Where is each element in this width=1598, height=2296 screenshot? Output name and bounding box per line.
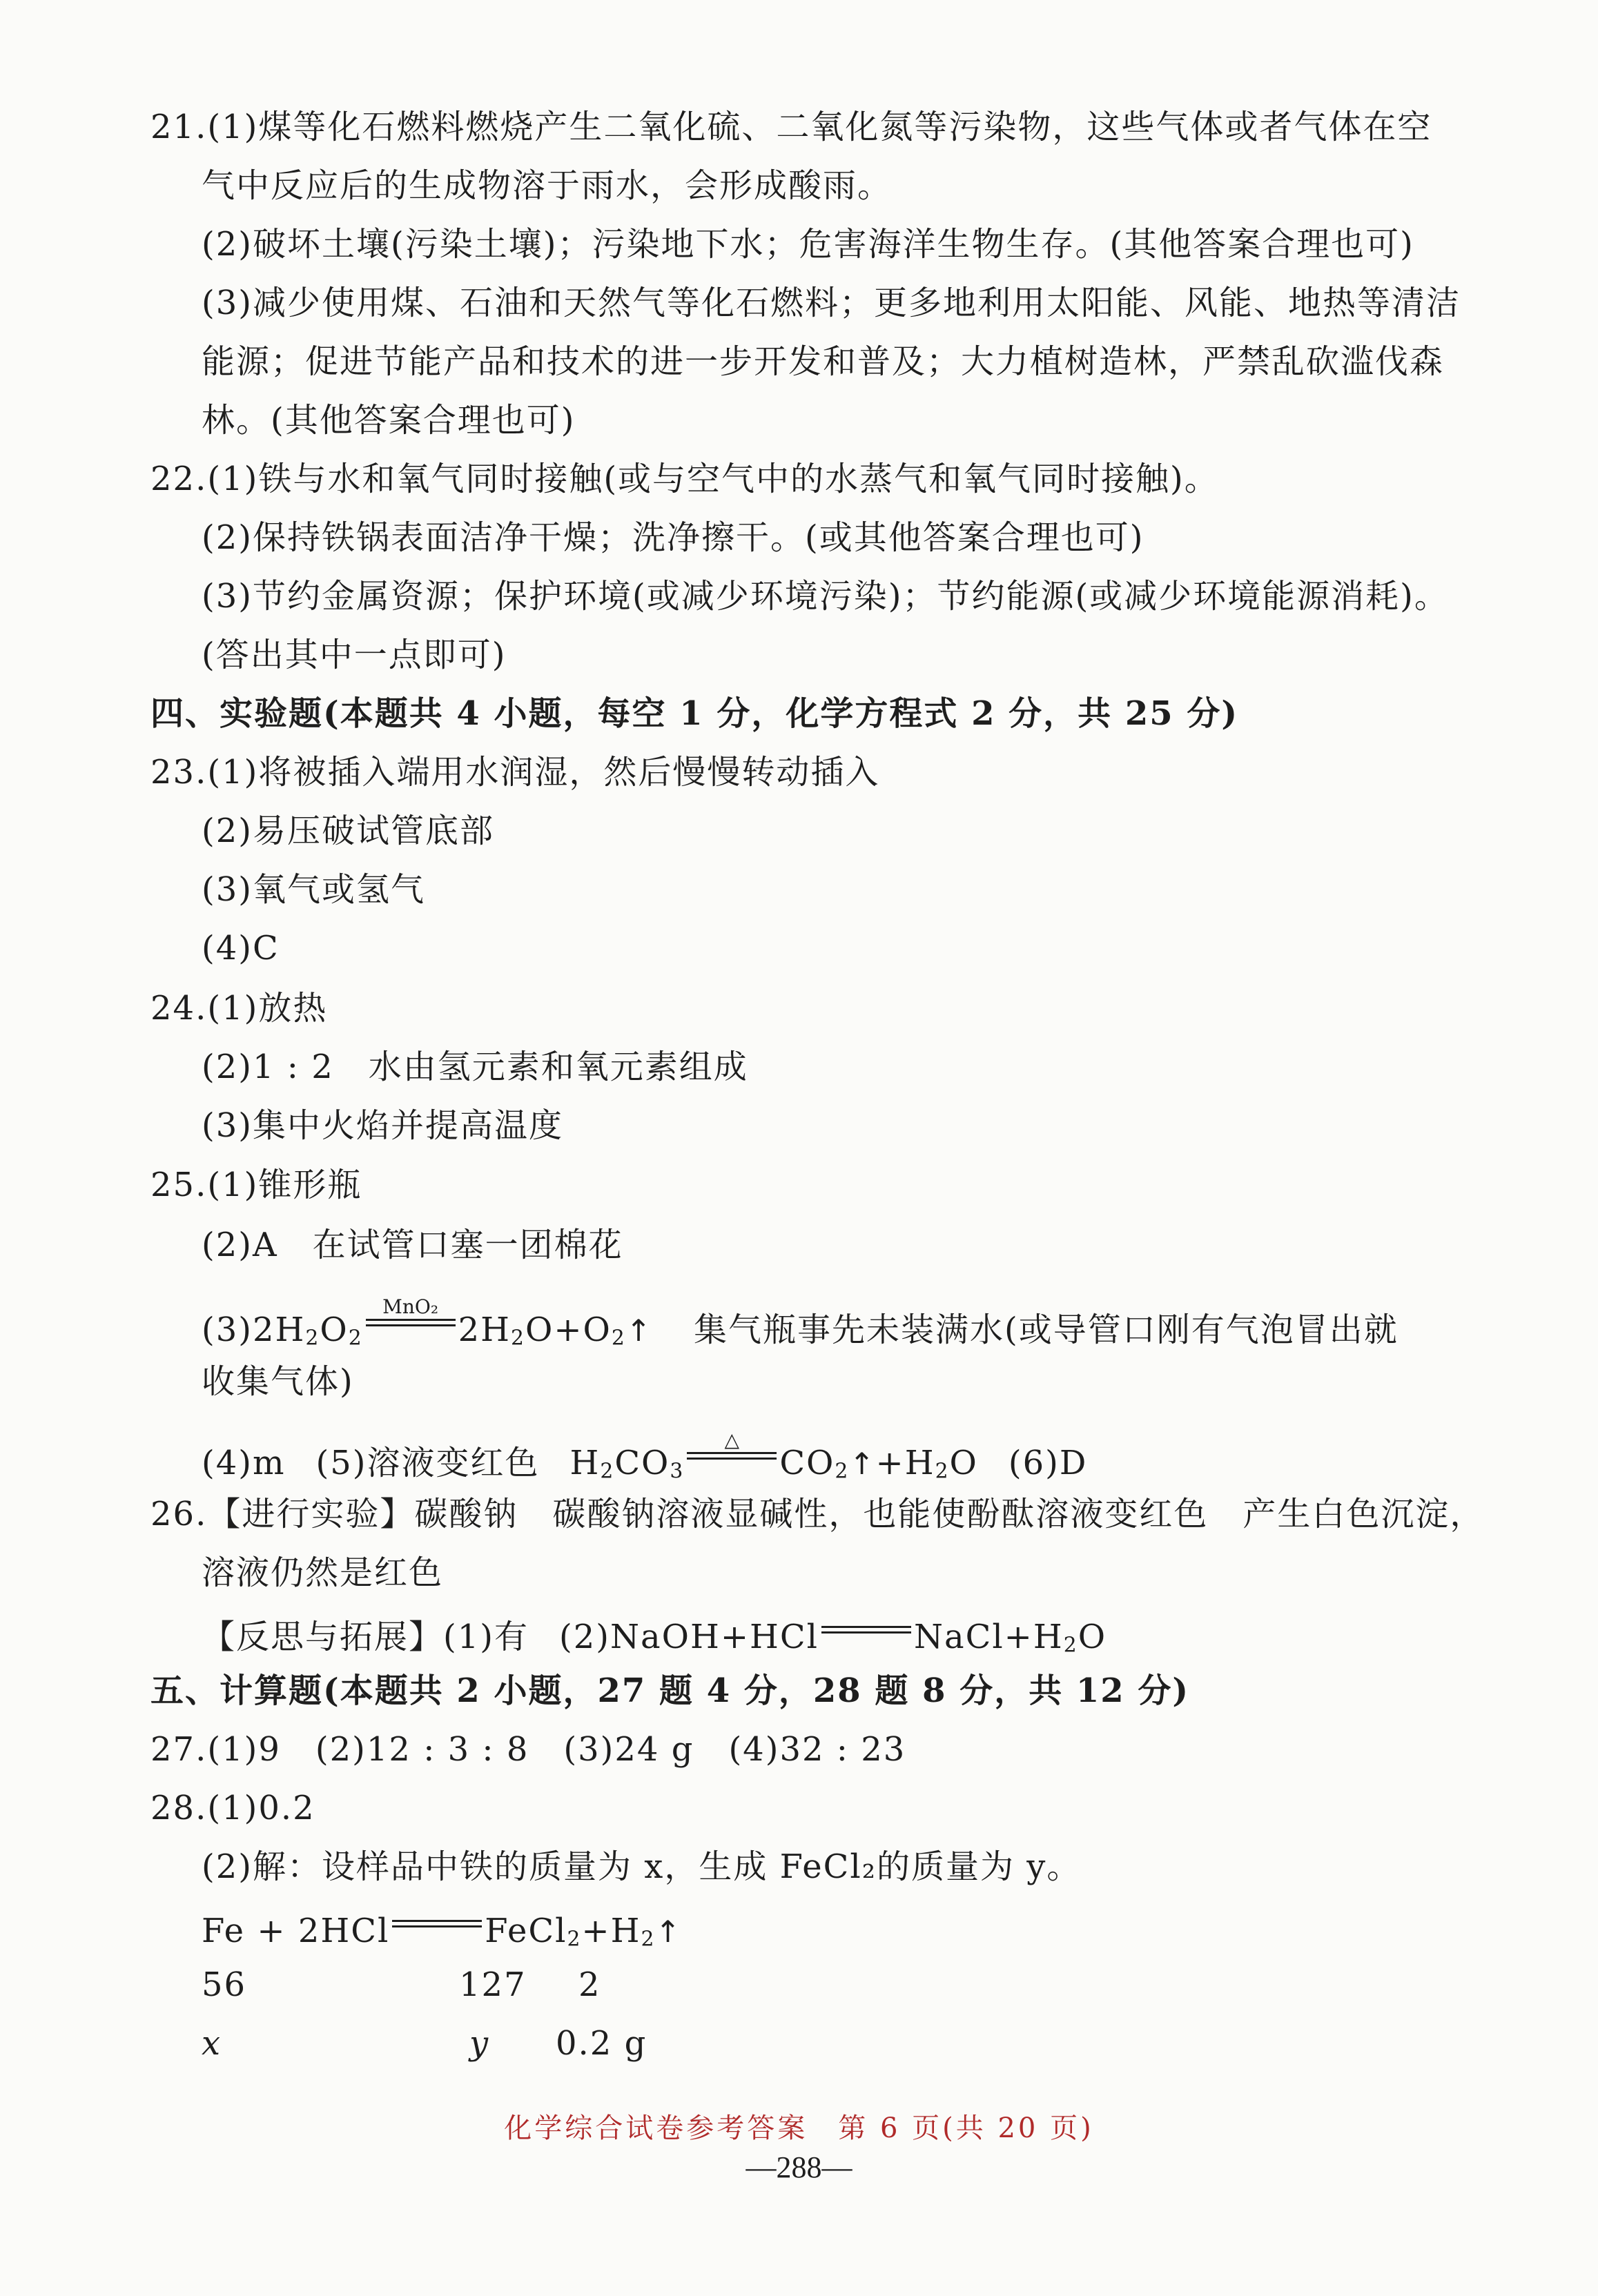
ratio-fecl2: 127: [459, 1965, 527, 2004]
answer-25-2: (2)A 在试管口塞一团棉花: [202, 1226, 623, 1264]
answer-23-1: 23.(1)将被插入端用水润湿，然后慢慢转动插入: [150, 753, 880, 792]
answer-21-3-line3: 林。(其他答案合理也可): [202, 401, 576, 440]
unknown-x: x: [202, 2024, 222, 2063]
page-number: —288—: [746, 2150, 852, 2184]
answer-23-4: (4)C: [202, 929, 280, 968]
answer-28-2-setup: (2)解：设样品中铁的质量为 x，生成 FeCl₂的质量为 y。: [202, 1847, 1082, 1886]
heat-triangle-icon: △: [724, 1428, 740, 1451]
reaction-equals-sign: [819, 1615, 914, 1648]
answer-28-equation: Fe + 2HCl $FeCl_2+H_2↑$: [202, 1909, 682, 1947]
section-5-heading: 五、计算题(本题共 2 小题，27 题 4 分，28 题 8 分，共 12 分): [150, 1671, 1190, 1710]
answer-25-1: 25.(1)锥形瓶: [150, 1166, 362, 1204]
answer-23-3: (3)氧气或氢气: [202, 870, 425, 909]
answer-22-1: 22.(1)铁与水和氧气同时接触(或与空气中的水蒸气和氧气同时接触)。: [150, 460, 1219, 498]
known-h2-mass: 0.2 g: [556, 2024, 647, 2063]
ratio-h2: 2: [578, 1965, 601, 2004]
answer-24-2: (2)1 : 2 水由氢元素和氧元素组成: [202, 1048, 748, 1086]
gas-arrow-icon: ↑: [849, 1447, 876, 1482]
section-4-heading: 四、实验题(本题共 4 小题，每空 1 分，化学方程式 2 分，共 25 分): [150, 694, 1239, 733]
gas-arrow-icon: ↑: [625, 1314, 653, 1348]
answer-22-2: (2)保持铁锅表面洁净干燥；洗净擦干。(或其他答案合理也可): [202, 518, 1144, 557]
answer-26-line1: 26.【进行实验】碳酸钠 碳酸钠溶液显碱性，也能使酚酞溶液变红色 产生白色沉淀，: [150, 1495, 1485, 1533]
answer-21-2: (2)破坏土壤(污染土壤)；污染地下水；危害海洋生物生存。(其他答案合理也可): [202, 225, 1414, 264]
reaction-equals-sign: [684, 1428, 779, 1474]
catalyst-label: MnO₂: [382, 1295, 439, 1318]
answer-21-3-line1: (3)减少使用煤、石油和天然气等化石燃料；更多地利用太阳能、风能、地热等清洁: [202, 284, 1461, 322]
answer-22-3-line1: (3)节约金属资源；保护环境(或减少环境污染)；节约能源(或减少环境能源消耗)。: [202, 577, 1449, 616]
answer-24-3: (3)集中火焰并提高温度: [202, 1106, 563, 1145]
answer-24-1: 24.(1)放热: [150, 989, 328, 1028]
answer-25-3-line2: 收集气体): [202, 1362, 354, 1401]
answer-23-2: (2)易压破试管底部: [202, 812, 494, 850]
answer-21-1-line1: 21.(1)煤等化石燃料燃烧产生二氧化硫、二氧化氮等污染物，这些气体或者气体在空: [150, 108, 1432, 146]
reaction-equals-sign: [363, 1295, 458, 1341]
answer-28-1: 28.(1)0.2: [150, 1789, 315, 1827]
answer-22-3-line2: (答出其中一点即可): [202, 636, 507, 674]
answer-26-reflection-line: 【反思与拓展】(1)有 (2)NaOH+HCl $NaCl+H_2O$: [202, 1615, 1107, 1654]
answer-21-3-line2: 能源；促进节能产品和技术的进一步开发和普及；大力植树造林，严禁乱砍滥伐森: [202, 342, 1445, 381]
footer-title: 化学综合试卷参考答案 第 6 页(共 20 页): [504, 2112, 1094, 2144]
answer-26-line2: 溶液仍然是红色: [202, 1553, 444, 1592]
answer-25-4-5-6-line: (4)m (5)溶液变红色 $H_2CO_3$ △ $CO_2↑+H_2O$ (6)D: [202, 1428, 1088, 1484]
unknown-y: y: [469, 2024, 490, 2063]
answer-27: 27.(1)9 (2)12 : 3 : 8 (3)24 g (4)32 : 23: [150, 1730, 906, 1769]
answer-25-3-equation-line: $(3)2H_2O_2$ MnO₂ $2H_2O+O_2↑$ 集气瓶事先未装满水(或导管口刚有气泡冒出就: [202, 1295, 1399, 1351]
ratio-fe: 56: [202, 1965, 247, 2004]
answer-21-1-line2: 气中反应后的生成物溶于雨水，会形成酸雨。: [202, 166, 893, 205]
reaction-equals-sign: [389, 1909, 485, 1942]
gas-arrow-icon: ↑: [655, 1915, 682, 1950]
